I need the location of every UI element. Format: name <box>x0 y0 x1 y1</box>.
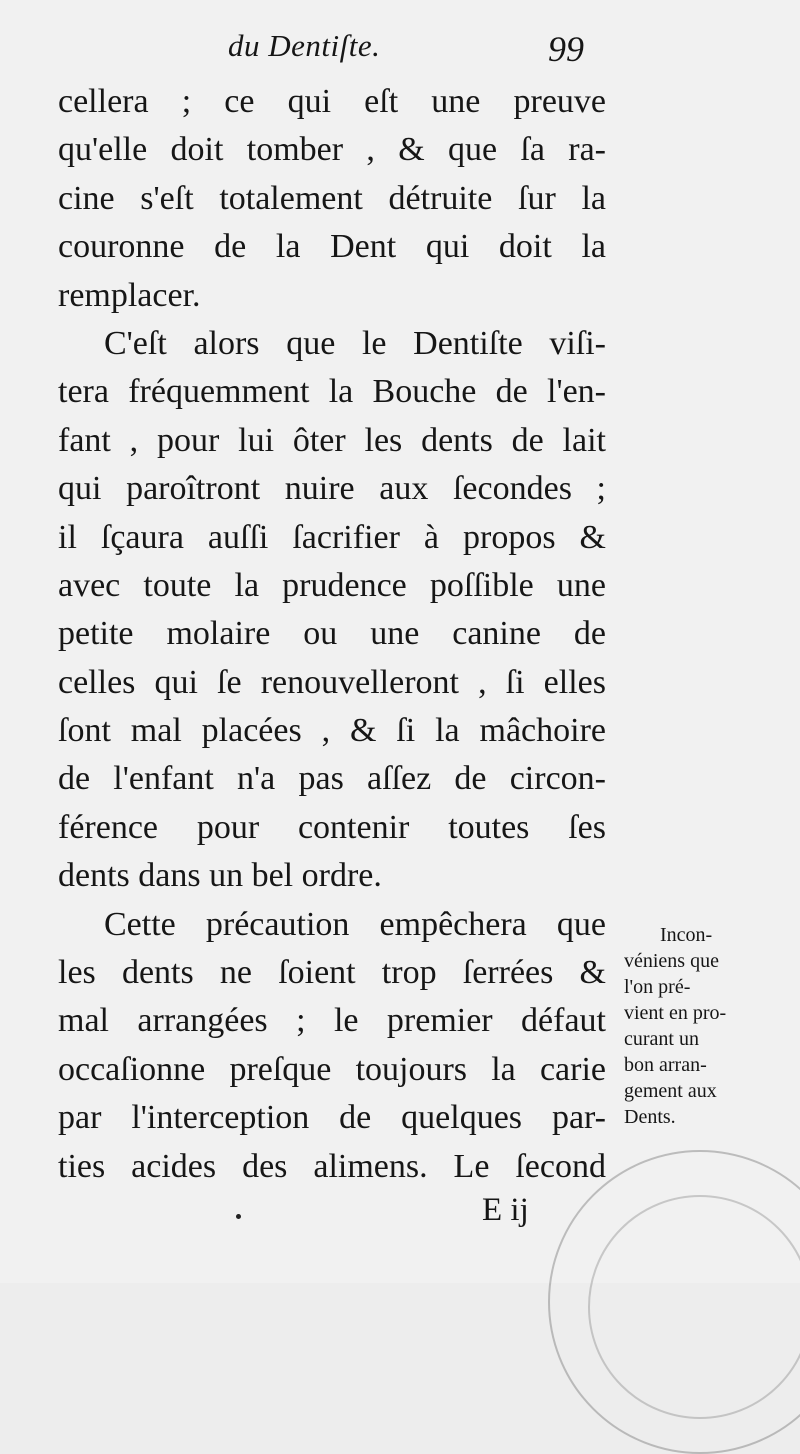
text-line: ties acides des alimens. Le ſecond <box>58 1147 606 1185</box>
marginal-note-line: bon arran- <box>624 1054 707 1076</box>
text-line: occaſionne preſque toujours la carie <box>58 1050 606 1088</box>
marginal-note-line: Incon- <box>660 924 713 946</box>
text-line: Cette précaution empêchera que <box>104 905 606 943</box>
text-line: de l'enfant n'a pas aſſez de circon- <box>58 760 606 798</box>
marginal-note-line: l'on pré- <box>624 976 691 998</box>
marginal-note-line: vient en pro- <box>624 1002 727 1024</box>
text-line: remplacer. <box>58 276 201 314</box>
signature-mark: E ij <box>482 1192 529 1228</box>
text-line: qu'elle doit tomber , & que ſa ra- <box>58 131 606 169</box>
ink-dot <box>236 1214 241 1219</box>
marginal-note-line: véniens que <box>624 950 719 972</box>
show-through-text <box>620 200 790 380</box>
text-line: avec toute la prudence poſſible une <box>58 566 606 604</box>
text-line: C'eſt alors que le Dentiſte viſi- <box>104 324 606 362</box>
page-number: 99 <box>548 29 584 69</box>
running-title: du Dentiſte. <box>228 28 381 63</box>
text-line: par l'interception de quelques par- <box>58 1099 606 1137</box>
marginal-note-line: curant un <box>624 1028 699 1050</box>
text-line: férence pour contenir toutes ſes <box>58 808 606 846</box>
main-text <box>58 78 606 1191</box>
marginal-note <box>624 922 774 1130</box>
text-line: mal arrangées ; le premier défaut <box>58 1002 606 1040</box>
text-line: qui paroîtront nuire aux ſecondes ; <box>58 470 606 508</box>
text-line: ſont mal placées , & ſi la mâchoire <box>58 712 606 750</box>
text-line: les dents ne ſoient trop ſerrées & <box>58 954 606 992</box>
text-line: couronne de la Dent qui doit la <box>58 228 606 266</box>
text-line: celles qui ſe renouvelleront , ſi elles <box>58 663 606 701</box>
text-line: fant , pour lui ôter les dents de lait <box>58 421 606 459</box>
text-line: il ſçaura auſſi ſacrifier à propos & <box>58 518 606 556</box>
text-line: tera fréquemment la Bouche de l'en- <box>58 373 606 411</box>
text-line: cellera ; ce qui eſt une preuve <box>58 83 606 120</box>
text-line: cine s'eſt totalement détruite ſur la <box>58 179 606 217</box>
library-stamp-inner-ring <box>588 1195 800 1419</box>
marginal-note-line: gement aux <box>624 1080 717 1102</box>
marginal-note-line: Dents. <box>624 1106 676 1128</box>
text-line: dents dans un bel ordre. <box>58 857 382 895</box>
text-line: petite molaire ou une canine de <box>58 615 606 653</box>
